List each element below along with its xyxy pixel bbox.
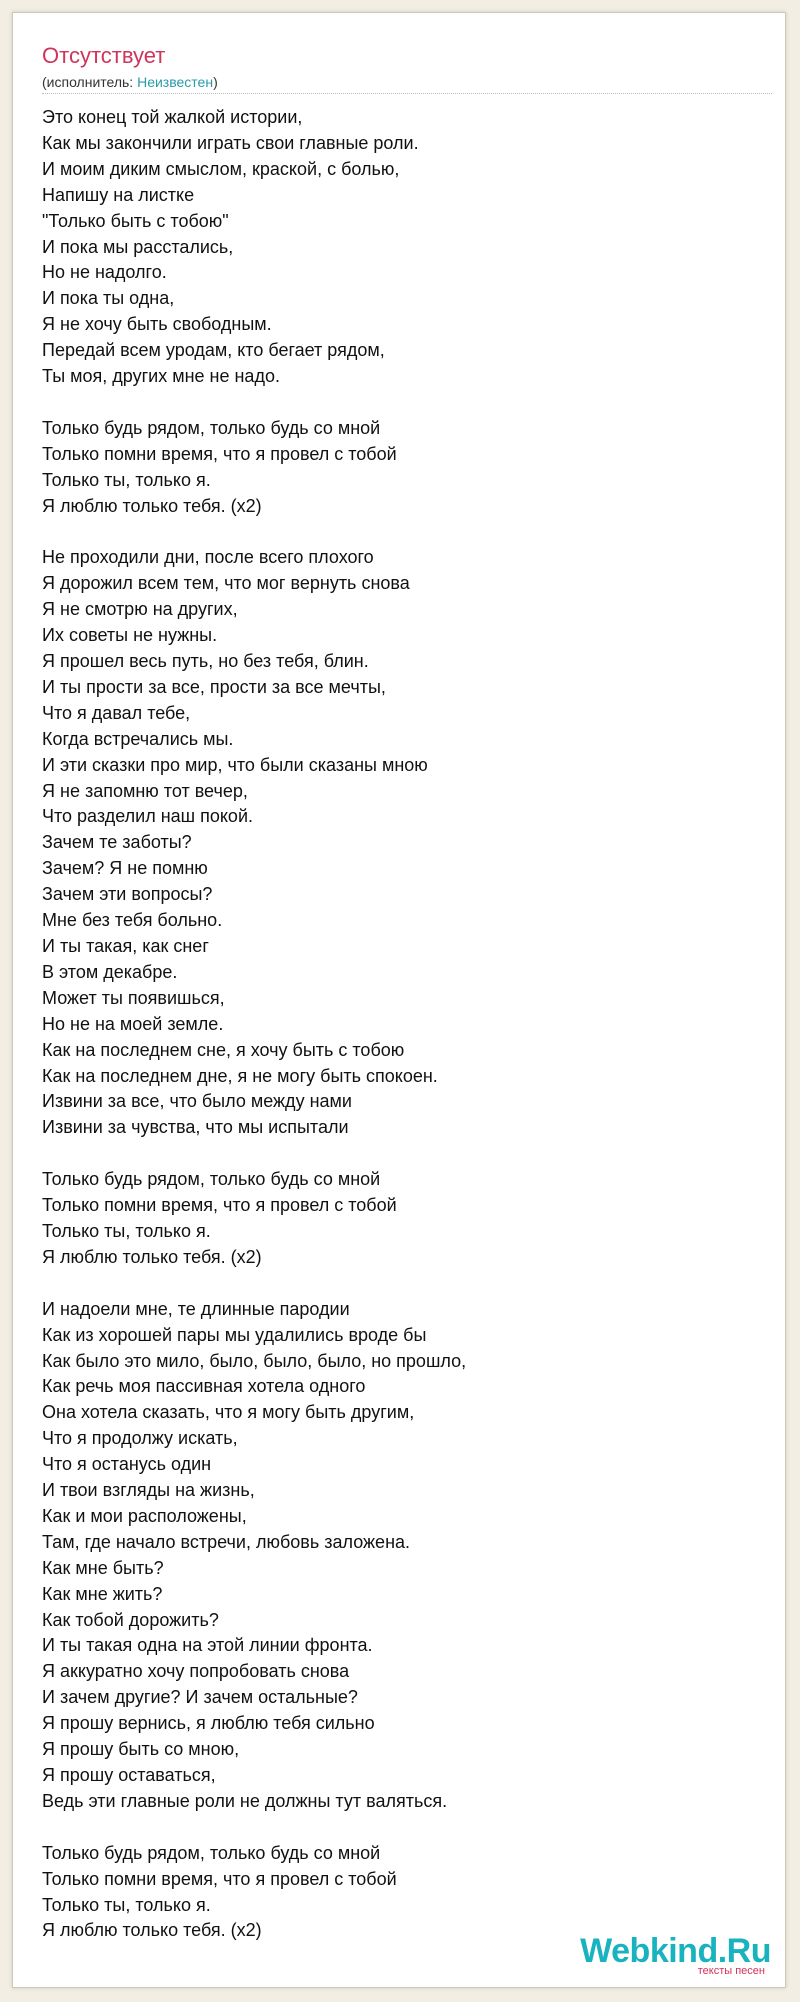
song-title: Отсутствует [42,43,166,68]
lyrics-card [12,12,786,1988]
artist-link[interactable]: Неизвестен [137,74,214,90]
site-logo[interactable] [580,1933,771,1977]
logo-tagline: тексты песен [697,1965,765,1977]
artist-prefix: (исполнитель: [42,74,138,90]
header-divider [42,93,772,94]
logo-wordmark [580,1933,771,1969]
artist-suffix: ) [213,74,218,90]
artist-line [42,73,218,91]
logo-main-text: Webkind [580,1932,718,1970]
lyrics-text: Это конец той жалкой истории, Как мы закончили играть свои главные роли. И моим диким смыслом, краской, с болью, Напишу на листке "Только быть с тобою" И пока мы расстались, Но не надолго. И пока ты одна, Я не хочу быть свободным. Передай всем уродам, кто бегает рядом, Ты моя, других мне не надо. Только будь рядом, только будь со мной Только помни время, что я провел с тобой Только ты, только я. Я люблю только тебя. (x2) Не проходили дни, после всего плохого Я дорожил всем тем, что мог вернуть снова Я не смотрю на других, Их советы не нужны. Я прошел весь путь, но без тебя, блин. И ты прости за все, прости за все мечты, Что я давал тебе, Когда встречались мы. И эти сказки про мир, что были сказаны мною Я не запомню тот вечер, Что разделил наш покой. Зачем те заботы? Зачем? Я не помню Зачем эти вопросы? Мне без тебя больно. И ты такая, как снег В этом декабре. Может ты появишься, Но не на моей земле. Как на последнем сне, я хочу быть с тобою Как на последнем дне, я не могу быть спокоен. Извини за все, что было между нами Извини за чувства, что мы испытали Только будь рядом, только будь со мной Только помни время, что я провел с тобой Только ты, только я. Я люблю только тебя. (x2) И надоели мне, те длинные пародии Как из хорошей пары мы удалились вроде бы Как было это мило, было, было, было, но прошло, Как речь моя пассивная хотела одного Она хотела сказать, что я могу быть другим, Что я продолжу искать, Что я останусь один И твои взгляды на жизнь, Как и мои расположены, Там, где начало встречи, любовь заложена. Как мне быть? Как мне жить? Как тобой дорожить? И ты такая одна на этой линии фронта. Я аккуратно хочу попробовать снова И зачем другие? И зачем остальные? Я прошу вернись, я люблю тебя сильно Я прошу быть со мною, Я прошу оставаться, Ведь эти главные роли не должны тут валяться. Только будь рядом, только будь со мной Только помни время, что я провел с тобой Только ты, только я. Я люблю только тебя. (x2) [42,107,467,1941]
logo-suffix-text: .Ru [717,1932,771,1970]
